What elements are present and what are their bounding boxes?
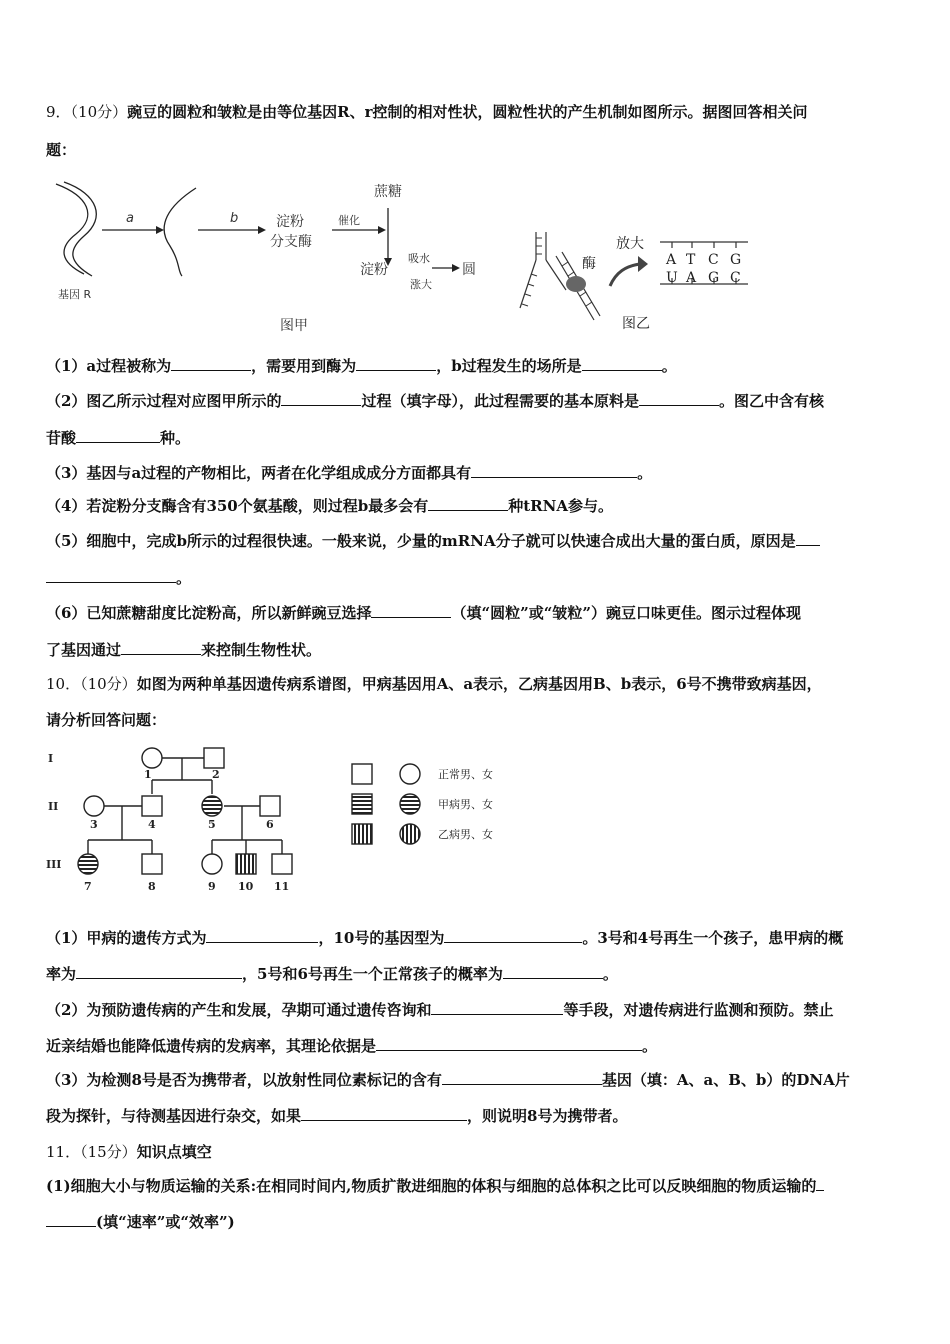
q9-part6: （6）已知蔗糖甜度比淀粉高，所以新鲜豌豆选择 （填“圆粒”或“皱粒”）豌豆口味更佳。图示过程体现 bbox=[46, 604, 801, 622]
gene-label: 基因 R bbox=[58, 288, 92, 301]
answer-blank[interactable] bbox=[639, 391, 719, 406]
generation-label: I bbox=[48, 752, 54, 765]
answer-blank[interactable] bbox=[582, 356, 662, 371]
q10-heading: 10．（10分）如图为两种单基因遗传病系谱图，甲病基因用A、a表示，乙病基因用B、b表示，6号不携带致病基因， bbox=[46, 675, 822, 693]
absorb-water-label: 吸水 bbox=[408, 252, 430, 265]
q10-part1-cont: 率为 ，5号和6号再生一个正常孩子的概率为 。 bbox=[46, 965, 618, 983]
individual-8 bbox=[142, 854, 162, 874]
enlarge-arrow bbox=[610, 264, 640, 286]
answer-blank[interactable] bbox=[442, 1070, 602, 1085]
answer-blank[interactable] bbox=[444, 928, 582, 943]
q9-part1: （1）a过程被称为 ，需要用到酶为 ，b过程发生的场所是 。 bbox=[46, 357, 677, 375]
answer-blank[interactable] bbox=[796, 531, 820, 546]
answer-blank[interactable] bbox=[206, 928, 318, 943]
q9-heading: 9．（10分）豌豆的圆粒和皱粒是由等位基因R、r控制的相对性状，圆粒性状的产生机制如图所示。据图回答相关问 bbox=[46, 103, 808, 121]
individual-4 bbox=[142, 796, 162, 816]
individual-number: 11 bbox=[274, 880, 290, 893]
q11-part1-cont: (填“速率”或“效率”) bbox=[46, 1212, 908, 1232]
legend-normal: 正常男、女 bbox=[438, 768, 493, 781]
individual-number: 6 bbox=[266, 818, 274, 831]
generation-label: II bbox=[48, 800, 59, 813]
answer-blank[interactable] bbox=[816, 1176, 824, 1191]
label-b: b bbox=[230, 211, 239, 226]
answer-blank[interactable] bbox=[46, 1212, 96, 1227]
answer-blank[interactable] bbox=[356, 356, 436, 371]
round-label: 圆 bbox=[462, 262, 476, 278]
individual-6 bbox=[260, 796, 280, 816]
figure-jia-caption: 图甲 bbox=[280, 318, 308, 334]
mrna-strand bbox=[164, 188, 196, 276]
q10-part2: （2）为预防遗传病的产生和发展，孕期可通过遗传咨询和 等手段，对遗传病进行监测和预防。禁止 bbox=[46, 1001, 834, 1019]
individual-11 bbox=[272, 854, 292, 874]
q9-part4: （4）若淀粉分支酶含有350个氨基酸，则过程b最多会有 种tRNA参与。 bbox=[46, 497, 613, 515]
answer-blank[interactable] bbox=[471, 463, 637, 478]
dna-double-strand bbox=[56, 184, 88, 274]
individual-number: 1 bbox=[144, 768, 152, 781]
answer-blank[interactable] bbox=[376, 1036, 642, 1051]
base-row1-4: G bbox=[730, 252, 742, 268]
q10-part2-cont: 近亲结婚也能降低遗传病的发病率，其理论依据是 。 bbox=[46, 1037, 658, 1055]
answer-blank[interactable] bbox=[428, 496, 508, 511]
individual-number: 2 bbox=[212, 768, 220, 781]
individual-3 bbox=[84, 796, 104, 816]
q11-heading: 11．（15分）知识点填空 bbox=[46, 1143, 212, 1161]
individual-10 bbox=[236, 854, 256, 874]
enzyme-label-1: 淀粉 bbox=[276, 214, 304, 230]
q9-part6-cont: 了基因通过 来控制生物性状。 bbox=[46, 641, 322, 659]
catalyze-label: 催化 bbox=[338, 214, 360, 227]
q9-part5: （5）细胞中，完成b所示的过程很快速。一般来说，少量的mRNA分子就可以快速合成出大量的蛋白质，原因是 bbox=[46, 531, 908, 551]
individual-2 bbox=[204, 748, 224, 768]
individual-number: 9 bbox=[208, 880, 216, 893]
figure-yi bbox=[516, 226, 756, 336]
individual-number: 4 bbox=[148, 818, 156, 831]
q9-part5-cont: 。 bbox=[46, 568, 908, 588]
pedigree-chart bbox=[44, 740, 314, 898]
q10-heading-cont: 请分析回答问题： bbox=[46, 711, 167, 729]
answer-blank[interactable] bbox=[281, 391, 361, 406]
base-row2-3: G bbox=[708, 270, 720, 286]
sucrose-label: 蔗糖 bbox=[374, 184, 402, 200]
pedigree-legend bbox=[346, 756, 526, 856]
base-row2-2: A bbox=[686, 270, 697, 286]
starch-label: 淀粉 bbox=[360, 262, 388, 278]
answer-blank[interactable] bbox=[301, 1106, 467, 1121]
q11-part1: (1)细胞大小与物质运输的关系:在相同时间内,物质扩散进细胞的体积与细胞的总体积之比可以反映细胞的物质运输的 bbox=[46, 1176, 908, 1196]
individual-7 bbox=[78, 854, 98, 874]
base-row1-3: C bbox=[708, 252, 719, 268]
q10-part3-cont: 段为探针，与待测基因进行杂交，如果 ，则说明8号为携带者。 bbox=[46, 1107, 628, 1125]
q9-part2: （2）图乙所示过程对应图甲所示的 过程（填字母），此过程需要的基本原料是 。图乙中含有核 bbox=[46, 392, 824, 410]
individual-number: 10 bbox=[238, 880, 254, 893]
q10-part3: （3）为检测8号是否为携带者，以放射性同位素标记的含有 基因（填：A、a、B、b）的DNA片 bbox=[46, 1071, 850, 1089]
label-a: a bbox=[126, 211, 134, 226]
base-row1-1: A bbox=[666, 252, 677, 268]
q10-part1: （1）甲病的遗传方式为 ，10号的基因型为 。3号和4号再生一个孩子，患甲病的概 bbox=[46, 929, 844, 947]
individual-9 bbox=[202, 854, 222, 874]
answer-blank[interactable] bbox=[171, 356, 251, 371]
answer-blank[interactable] bbox=[371, 603, 451, 618]
answer-blank[interactable] bbox=[46, 568, 176, 583]
enzyme-label: 酶 bbox=[582, 256, 596, 272]
enlarge-label: 放大 bbox=[616, 236, 644, 252]
answer-blank[interactable] bbox=[503, 964, 603, 979]
base-row1-2: T bbox=[686, 252, 696, 268]
individual-number: 7 bbox=[84, 880, 92, 893]
figure-yi-caption: 图乙 bbox=[622, 316, 650, 332]
base-row2-1: U bbox=[666, 270, 678, 286]
legend-disease-b: 乙病男、女 bbox=[438, 828, 493, 841]
individual-number: 5 bbox=[208, 818, 216, 831]
enzyme-label-2: 分支酶 bbox=[270, 234, 312, 250]
answer-blank[interactable] bbox=[121, 640, 201, 655]
individual-number: 8 bbox=[148, 880, 156, 893]
base-row2-4: C bbox=[730, 270, 741, 286]
answer-blank[interactable] bbox=[76, 428, 160, 443]
enzyme-blob bbox=[566, 276, 586, 292]
figure-jia bbox=[48, 176, 488, 338]
individual-5 bbox=[202, 796, 222, 816]
q9-part3: （3）基因与a过程的产物相比，两者在化学组成成分方面都具有 。 bbox=[46, 464, 653, 482]
q9-part2-cont: 苷酸 种。 bbox=[46, 429, 191, 447]
legend-disease-a: 甲病男、女 bbox=[438, 798, 493, 811]
individual-1 bbox=[142, 748, 162, 768]
answer-blank[interactable] bbox=[76, 964, 242, 979]
individual-number: 3 bbox=[90, 818, 98, 831]
swell-label: 涨大 bbox=[410, 278, 432, 291]
q9-heading-cont: 题： bbox=[46, 141, 77, 159]
generation-label: III bbox=[46, 858, 62, 871]
answer-blank[interactable] bbox=[431, 1000, 563, 1015]
